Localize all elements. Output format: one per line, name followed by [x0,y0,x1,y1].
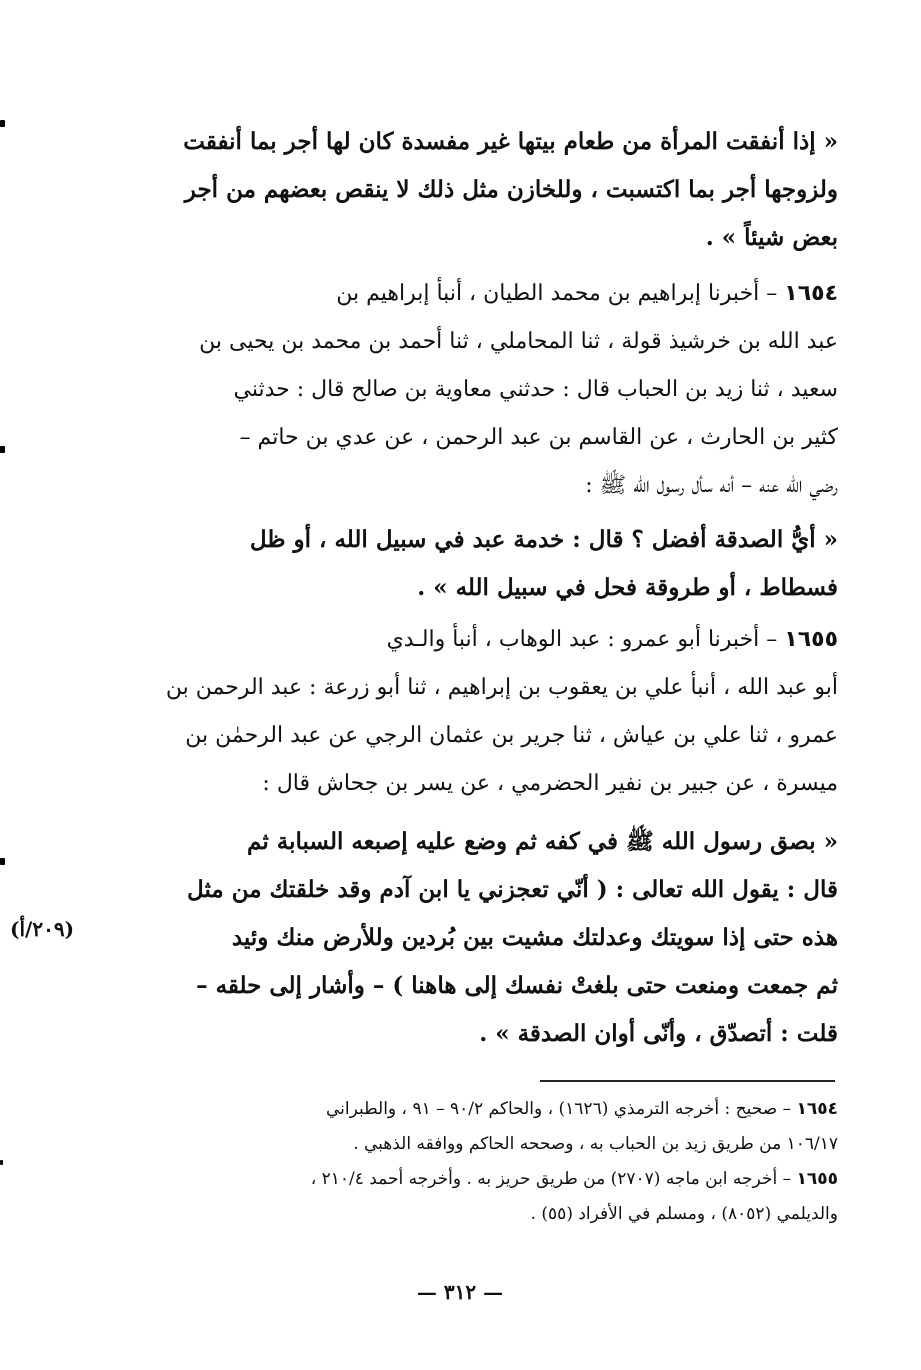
scan-mark [0,1160,3,1165]
footnote-separator [540,1080,835,1082]
scan-mark [0,120,5,127]
text-line: قال : يقول الله تعالى : ( أنّي تعجزني يا ابن آدم وقد خلقتك من مثل [187,876,838,903]
page-number: — ٣١٢ — [416,1280,504,1304]
footnote-line: ١٦٥٥ – أخرجه ابن ماجه (٢٧٠٧) من طريق حريز به . وأخرجه أحمد ٢١٠/٤ ، [310,1169,838,1189]
scan-mark [0,858,5,865]
text-line: « إذا أنفقت المرأة من طعام بيتها غير مفسدة كان لها أجر بما أنفقت [183,128,838,155]
text-line: هذه حتى إذا سويتك وعدلتك مشيت بين بُردين وللأرض منك وئيد [231,924,838,951]
text-line: « بصق رسول الله ﷺ في كفه ثم وضع عليه إصبعه السبابة ثم [247,828,838,855]
text-line: ١٦٥٤ – أخبرنا إبراهيم بن محمد الطيان ، أنبأ إبراهيم بن [336,281,838,306]
hadith-text-2 [110,516,838,612]
hadith-number: ١٦٥٥ [784,627,838,652]
footnote-line: والديلمي (٨٠٥٢) ، ومسلم في الأفراد (٥٥) . [530,1204,838,1224]
footnote-number: ١٦٥٤ [796,1099,838,1119]
hadith-number: ١٦٥٤ [784,281,838,306]
text-line: « أيُّ الصدقة أفضل ؟ قال : خدمة عبد في سبيل الله ، أو ظل [249,526,838,553]
text-line: عمرو ، ثنا علي بن عياش ، ثنا جرير بن عثمان الرجي عن عبد الرحمٰن بن [185,723,838,748]
isnad-1655 [110,616,838,808]
text-line: أبو عبد الله ، أنبأ علي بن يعقوب بن إبراهيم ، ثنا أبو زرعة : عبد الرحمن بن [165,675,838,700]
text-line: سعيد ، ثنا زيد بن الحباب قال : حدثني معاوية بن صالح قال : حدثني [233,377,838,402]
text-line: بعض شيئاً » . [705,224,838,251]
text-line: قلت : أتصدّق ، وأنّى أوان الصدقة » . [479,1020,838,1047]
text-line: رضي الله عنه – أنه سأل رسول الله ﷺ : [585,473,838,498]
text-line: كثير بن الحارث ، عن القاسم بن عبد الرحمن ، عن عدي بن حاتم – [239,425,838,450]
footnote-line: ١٠٦/١٧ من طريق زيد بن الحباب به ، وصححه الحاكم ووافقه الذهبي . [353,1134,838,1154]
isnad-1654 [110,270,838,510]
text-line: عبد الله بن خرشيذ قولة ، ثنا المحاملي ، ثنا أحمد بن محمد بن يحيى بن [199,329,838,354]
text-line: فسطاط ، أو طروقة فحل في سبيل الله » . [417,574,838,601]
scan-mark [0,446,5,453]
footnote-number: ١٦٥٥ [796,1169,838,1189]
text-line: ولزوجها أجر بما اكتسبت ، وللخازن مثل ذلك لا ينقص بعضهم من أجر [184,176,838,203]
hadith-text-3 [110,818,838,1058]
hadith-text-1 [110,118,838,262]
manuscript-folio-note: (٢٠٩/أ) [10,917,75,941]
text-line: ١٦٥٥ – أخبرنا أبو عمرو : عبد الوهاب ، أنبأ والـدي [386,627,838,652]
footnote-line: ١٦٥٤ – صحيح : أخرجه الترمذي (١٦٢٦) ، والحاكم ٩٠/٢ – ٩١ ، والطبراني [325,1099,838,1119]
text-line: ثم جمعت ومنعت حتى بلغتْ نفسك إلى هاهنا ) – وأشار إلى حلقه – [196,972,838,999]
text-line: ميسرة ، عن جبير بن نفير الحضرمي ، عن يسر بن جحاش قال : [262,771,838,796]
footnotes [90,1092,838,1232]
